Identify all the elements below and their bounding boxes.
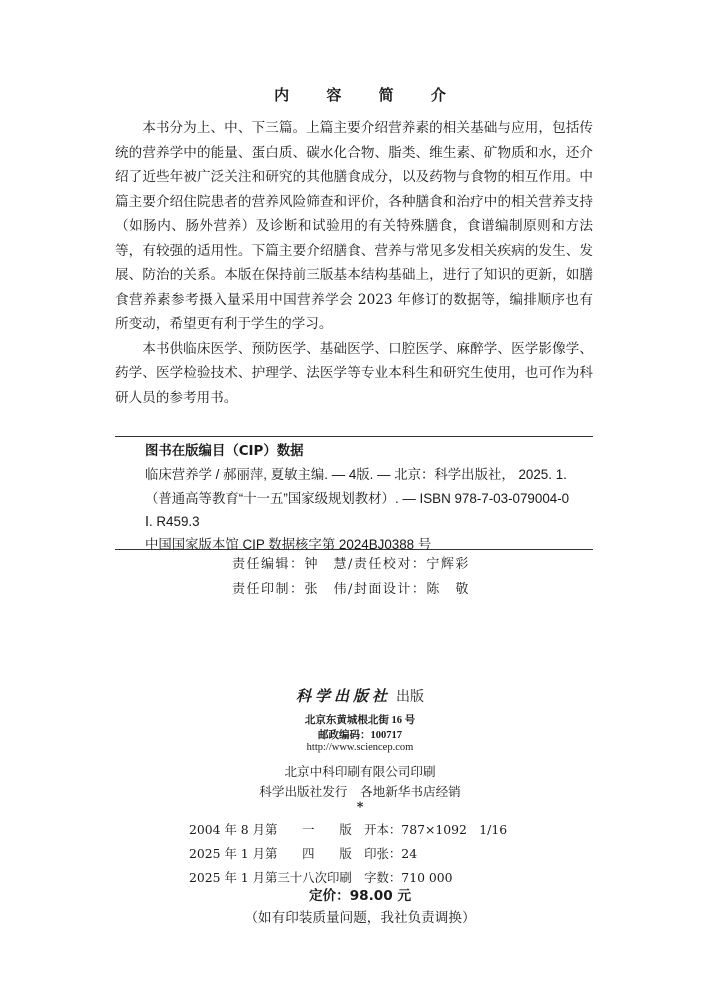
- staff-line: 责任编辑：钟 慧/责任校对：宁辉彩: [232, 557, 470, 572]
- summary-paragraph-2: 本书供临床医学、预防医学、基础医学、口腔医学、麻醉学、医学影像学、药学、医学检验技术、护理学、法医学等专业本科生和研究生使用，也可作为科研人员的参考用书。: [115, 340, 593, 406]
- publisher-postcode: 邮政编码：100717: [318, 730, 402, 741]
- edition-line: 2025 年 1 月第三十八次印刷 字数：710 000: [189, 870, 453, 885]
- edition-line: 2004 年 8 月第 一 版 开本：787×1092 1/16: [189, 822, 508, 837]
- publisher-line: [0, 685, 720, 706]
- cip-line: Ⅰ. R459.3: [145, 513, 200, 529]
- distribution-line: 科学出版社发行 各地新华书店经销: [259, 784, 461, 799]
- summary-paragraph-1: 本书分为上、中、下三篇。上篇主要介绍营养素的相关基础与应用，包括传统的营养学中的能量、蛋白质、碳水化合物、脂类、维生素、矿物质和水，还介绍了近些年被广泛关注和研究的其他膳食成分，以及药物与食物的相互作用。中篇主要介绍住院患者的营养风险筛查和评价，各种膳食和治疗中的相关营养支持（如肠内、肠外营养）及诊断和试验用的有关特殊膳食，食谱编制原则和方法等，有较强的适用性。下篇主要介绍膳食、营养与常见多发相关疾病的发生、发展、防治的关系。本版在保持前三版基本结构基础上，进行了知识的更新，如膳食营养素参考摄入量采用中国营养学会 2023 年修订的数据等，编排顺序也有所变动，希望更有利于学生的学习。: [115, 120, 593, 332]
- printer-line: 北京中科印刷有限公司印刷: [284, 764, 436, 779]
- separator-star: *: [356, 799, 364, 814]
- publisher-url: http://www.sciencep.com: [306, 742, 414, 753]
- cip-bottom-rule: [115, 549, 593, 550]
- cip-top-rule: [115, 436, 593, 437]
- publisher-logo-text: 科学出版社: [295, 687, 391, 705]
- publisher-suffix: 出版: [396, 689, 425, 705]
- staff-line: 责任印制：张 伟/封面设计：陈 敬: [232, 582, 470, 597]
- edition-block: [189, 818, 507, 890]
- publisher-address: 北京东黄城根北街 16 号: [304, 715, 416, 726]
- cip-block: [145, 440, 585, 556]
- staff-credits: [232, 552, 470, 602]
- page-title: 内 容 简 介: [274, 86, 462, 104]
- cip-line: （普通高等教育“十一五”国家级规划教材）. — ISBN 978-7-03-079004-0: [145, 490, 570, 506]
- edition-line: 2025 年 1 月第 四 版 印张：24: [189, 846, 418, 861]
- cip-line: 临床营养学 / 郝丽萍, 夏敏主编. — 4版. — 北京：科学出版社， 2025. 1.: [145, 467, 567, 483]
- summary-text: [115, 116, 593, 410]
- cip-line: 中国国家版本馆 CIP 数据核字第 2024BJ0388 号: [145, 537, 432, 553]
- quality-notice: （如有印装质量问题，我社负责调换）: [244, 910, 476, 926]
- price-label: 定价：98.00 元: [308, 888, 412, 904]
- cip-heading: 图书在版编目（CIP）数据: [145, 444, 304, 459]
